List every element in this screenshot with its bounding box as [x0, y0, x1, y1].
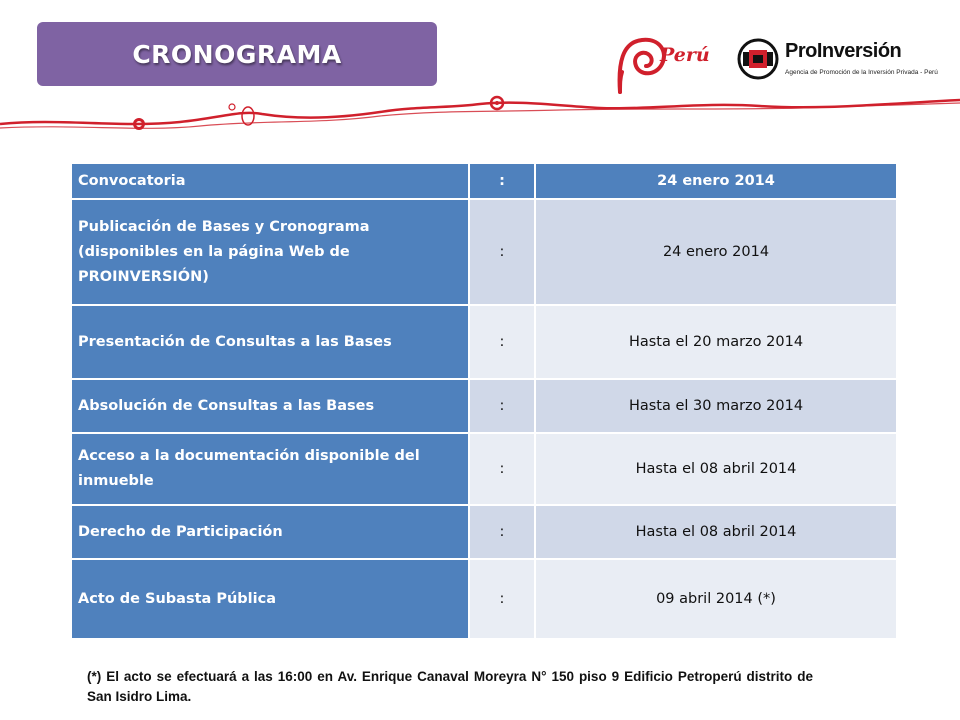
- page-title: CRONOGRAMA: [132, 39, 342, 69]
- row-separator: :: [469, 199, 535, 305]
- row-value: 09 abril 2014 (*): [535, 559, 897, 639]
- table-row: [71, 505, 897, 559]
- row-separator: :: [469, 433, 535, 505]
- row-label: Presentación de Consultas a las Bases: [71, 305, 469, 379]
- peru-logo-text: Perú: [660, 44, 710, 66]
- row-label: Acceso a la documentación disponible del inmueble: [71, 433, 469, 505]
- deco-circle: [242, 107, 254, 125]
- row-separator: :: [469, 305, 535, 379]
- row-value: 24 enero 2014: [535, 199, 897, 305]
- deco-circle: [229, 104, 235, 110]
- row-label: Acto de Subasta Pública: [71, 559, 469, 639]
- row-label: Publicación de Bases y Cronograma (disponibles en la página Web de PROINVERSIÓN): [71, 199, 469, 305]
- table-row: [71, 199, 897, 305]
- row-value: Hasta el 08 abril 2014: [535, 505, 897, 559]
- header-label: Convocatoria: [71, 163, 469, 199]
- row-separator: :: [469, 559, 535, 639]
- row-separator: :: [469, 505, 535, 559]
- table-row: [71, 305, 897, 379]
- row-separator: :: [469, 379, 535, 433]
- row-value: Hasta el 20 marzo 2014: [535, 305, 897, 379]
- table-row: [71, 559, 897, 639]
- schedule-table: [70, 162, 898, 640]
- row-label: Derecho de Participación: [71, 505, 469, 559]
- proinversion-logo-icon: [737, 38, 779, 80]
- deco-circle: [495, 101, 499, 105]
- row-value: Hasta el 08 abril 2014: [535, 433, 897, 505]
- header-separator: :: [469, 163, 535, 199]
- header-value: 24 enero 2014: [535, 163, 897, 199]
- title-banner: [37, 22, 437, 86]
- row-value: Hasta el 30 marzo 2014: [535, 379, 897, 433]
- proinversion-logo-name: ProInversión: [785, 40, 902, 62]
- footnote: (*) El acto se efectuará a las 16:00 en Av. Enrique Canaval Moreyra N° 150 piso 9 Edificio Petroperú distrito de San Isidro Lima.: [87, 669, 813, 704]
- row-label: Absolución de Consultas a las Bases: [71, 379, 469, 433]
- table-row: [71, 433, 897, 505]
- table-row: [71, 379, 897, 433]
- table-header-row: [71, 163, 897, 199]
- proinversion-logo-subtitle: Agencia de Promoción de la Inversión Privada - Perú: [785, 69, 938, 76]
